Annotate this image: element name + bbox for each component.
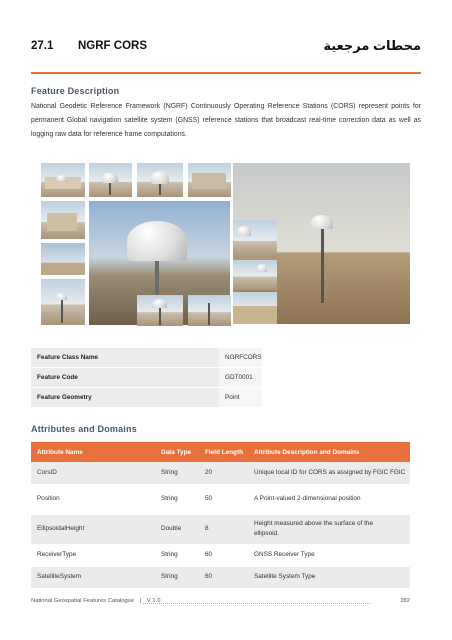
table-row xyxy=(31,348,262,368)
feature-geometry-label: Feature Geometry xyxy=(31,388,219,408)
version-label: V 1.0 xyxy=(146,598,161,604)
table-header-row xyxy=(31,442,410,462)
cors-photo xyxy=(188,163,231,197)
table-row xyxy=(31,566,410,588)
table-cell: 60 xyxy=(199,566,248,588)
table-cell: SatelliteSystem xyxy=(31,566,155,588)
header-divider xyxy=(31,72,421,74)
table-cell: String xyxy=(155,544,199,566)
cors-photo xyxy=(41,163,85,197)
cors-photo xyxy=(233,220,277,258)
table-cell: String xyxy=(155,462,199,484)
attributes-heading: Attributes and Domains xyxy=(31,424,137,434)
column-header: Data Type xyxy=(155,442,199,462)
table-cell: 50 xyxy=(199,484,248,514)
feature-description-heading: Feature Description xyxy=(31,86,120,96)
cors-photo xyxy=(41,279,85,325)
attributes-table xyxy=(31,442,410,589)
cors-photo xyxy=(137,163,183,197)
table-row xyxy=(31,514,410,544)
cors-photo xyxy=(188,295,231,326)
section-title: NGRF CORS xyxy=(78,40,147,52)
column-header: Field Length xyxy=(199,442,248,462)
catalogue-name: National Geospatial Features Catalogue xyxy=(31,598,135,604)
table-cell: String xyxy=(155,566,199,588)
feature-code-label: Feature Code xyxy=(31,368,219,388)
cors-photo xyxy=(137,295,183,326)
dotted-leader xyxy=(143,603,370,604)
table-cell: 20 xyxy=(199,462,248,484)
table-cell: Satellite System Type xyxy=(248,566,410,588)
table-row xyxy=(31,484,410,514)
feature-class-name-label: Feature Class Name xyxy=(31,348,219,368)
table-cell: Position xyxy=(31,484,155,514)
table-cell: EllipsoidalHeight xyxy=(31,514,155,544)
feature-geometry-value: Point xyxy=(219,388,262,408)
cors-photo xyxy=(89,163,132,197)
section-number: 27.1 xyxy=(31,40,54,52)
table-row xyxy=(31,388,262,408)
table-row xyxy=(31,544,410,566)
cors-photo xyxy=(233,292,277,324)
section-title-arabic: محطات مرجعية xyxy=(323,38,421,53)
table-cell: 60 xyxy=(199,544,248,566)
table-row xyxy=(31,462,410,484)
cors-photo xyxy=(41,201,85,239)
table-cell: Double xyxy=(155,514,199,544)
table-row xyxy=(31,368,262,388)
column-header: Attribute Description and Domains xyxy=(248,442,410,462)
footer-separator: | xyxy=(139,598,142,604)
section-header xyxy=(31,38,421,58)
page-footer xyxy=(31,598,410,604)
page-number: 282 xyxy=(400,598,410,604)
feature-info-table xyxy=(31,348,262,408)
table-cell: String xyxy=(155,484,199,514)
feature-description-text: National Geodetic Reference Framework (NGRF) Continuously Operating Reference Stations (CORS) represent points for permanent Global navigation satellite system (GNSS) reference stations that broadcast real-time correction data as well as logging raw data for reference frame computations. xyxy=(31,103,421,138)
feature-code-value: GDT0001 xyxy=(219,368,262,388)
table-cell: GNSS Receiver Type xyxy=(248,544,410,566)
column-header: Attribute Name xyxy=(31,442,155,462)
cors-photo xyxy=(41,243,85,275)
table-cell: Height measured above the surface of the ellipsoid. xyxy=(248,514,410,544)
cors-photo xyxy=(233,260,277,290)
table-cell: Unique local ID for CORS as assigned by FGIC FGIC xyxy=(248,462,410,484)
feature-class-name-value: NGRFCORS xyxy=(219,348,262,368)
table-cell: 8 xyxy=(199,514,248,544)
table-cell: A Point-valued 2-dimensional position xyxy=(248,484,410,514)
table-cell: ReceiverType xyxy=(31,544,155,566)
table-cell: CorsID xyxy=(31,462,155,484)
